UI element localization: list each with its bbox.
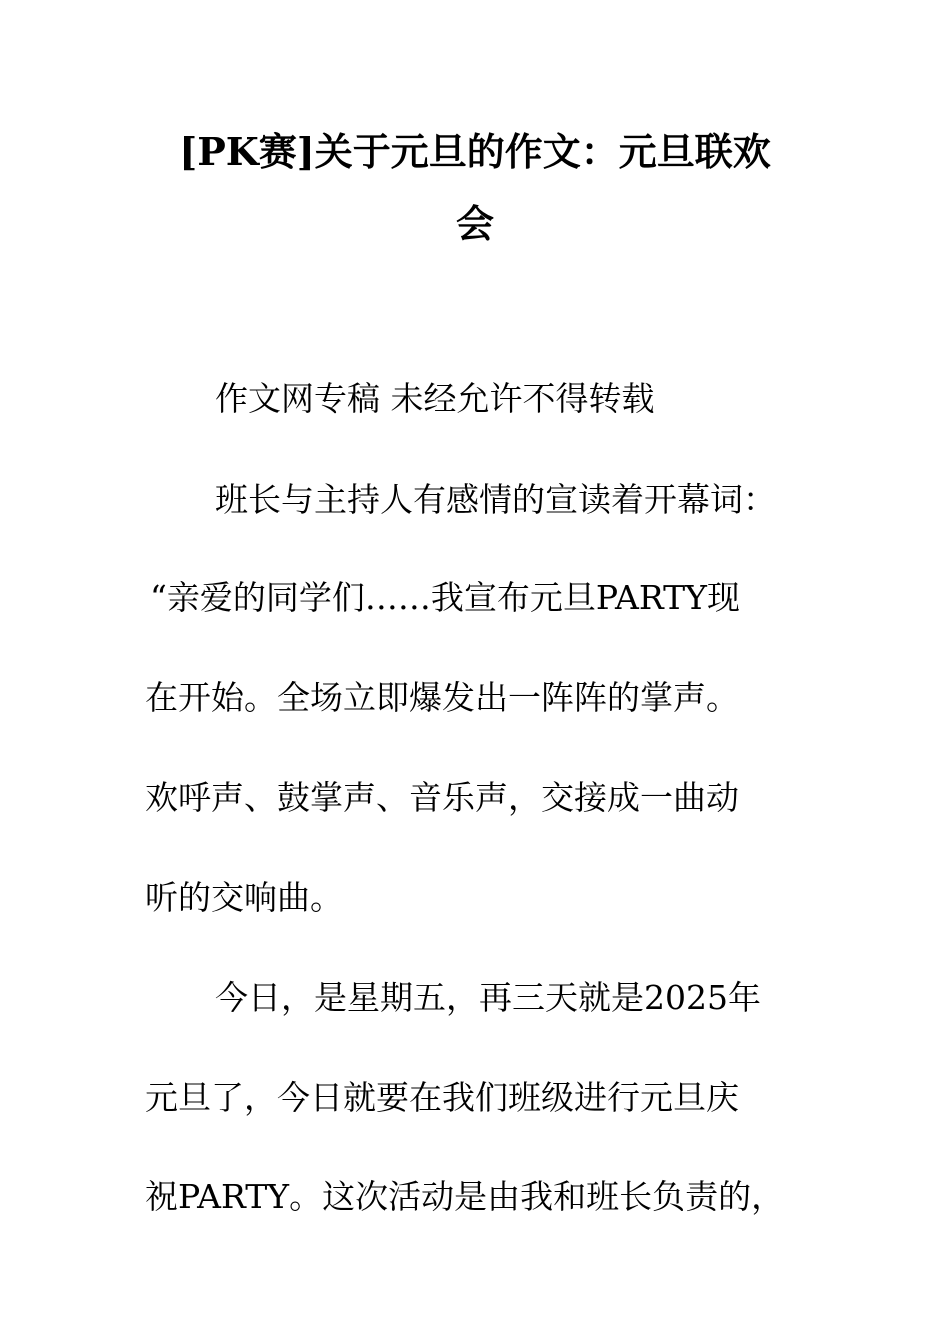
paragraph-2-line-2: 元旦了，今日就要在我们班级进行元旦庆: [145, 1078, 739, 1117]
title-line-2: 会: [455, 201, 494, 246]
paragraph-1-line-1: 班长与主持人有感情的宣读着开幕词：: [215, 480, 776, 519]
paragraph-2-line-3: 祝PARTY。这次活动是由我和班长负责的，: [145, 1177, 785, 1216]
paragraph-2-line-1: 今日，是星期五，再三天就是2025年: [215, 978, 761, 1017]
title-line-1: [PK赛]关于元旦的作文：元旦联欢: [179, 129, 771, 174]
document-title: [120, 116, 830, 260]
source-notice: 作文网专稿 未经允许不得转载: [215, 379, 655, 418]
paragraph-1-line-2: “亲爱的同学们……我宣布元旦PARTY现: [150, 578, 740, 617]
paragraph-1-line-5: 听的交响曲。: [145, 878, 343, 917]
paragraph-1-line-4: 欢呼声、鼓掌声、音乐声，交接成一曲动: [145, 778, 739, 817]
paragraph-1-line-3: 在开始。全场立即爆发出一阵阵的掌声。: [145, 678, 739, 717]
